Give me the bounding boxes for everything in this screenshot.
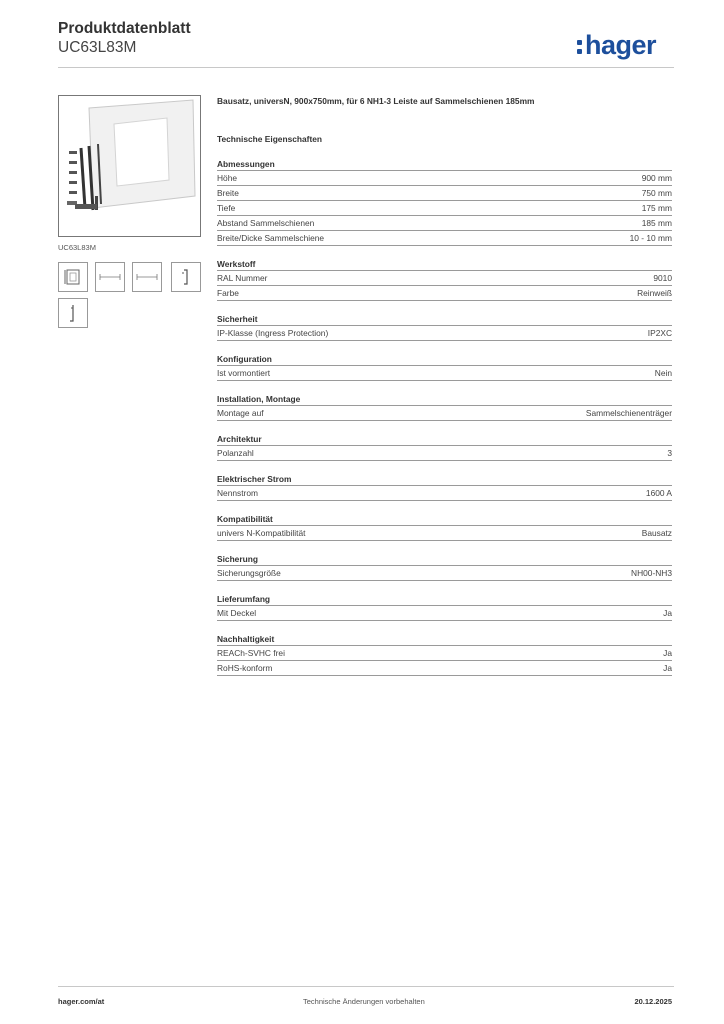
property-group <box>217 473 672 501</box>
property-row <box>217 486 672 501</box>
property-label: RoHS-konform <box>217 663 273 673</box>
footer-date: 20.12.2025 <box>634 997 672 1006</box>
property-row <box>217 326 672 341</box>
property-label: Nennstrom <box>217 488 258 498</box>
property-value: 9010 <box>653 273 672 283</box>
property-value: Sammelschienenträger <box>585 408 672 418</box>
document-title: Produktdatenblatt <box>58 20 191 37</box>
group-title: Lieferumfang <box>217 593 672 606</box>
property-value: 3 <box>667 448 672 458</box>
thumbnail-5[interactable] <box>58 298 88 328</box>
header-divider <box>58 67 674 68</box>
product-code: UC63L83M <box>58 39 137 56</box>
logo-text: hager <box>584 30 656 60</box>
property-group <box>217 553 672 581</box>
property-value: 900 mm <box>641 173 672 183</box>
image-caption: UC63L83M <box>58 243 96 252</box>
property-row <box>217 201 672 216</box>
property-row <box>217 216 672 231</box>
group-title: Sicherung <box>217 553 672 566</box>
property-value: Bausatz <box>641 528 672 538</box>
group-title: Kompatibilität <box>217 513 672 526</box>
thumbnail-4[interactable] <box>171 262 201 292</box>
property-row <box>217 446 672 461</box>
property-row <box>217 271 672 286</box>
hager-logo <box>577 32 656 59</box>
product-description: Bausatz, universN, 900x750mm, für 6 NH1-3 Leiste auf Sammelschienen 185mm <box>217 96 535 106</box>
property-value: Reinweiß <box>637 288 672 298</box>
property-label: Breite <box>217 188 239 198</box>
property-label: Ist vormontiert <box>217 368 271 378</box>
property-row <box>217 286 672 301</box>
property-row <box>217 231 672 246</box>
group-title: Elektrischer Strom <box>217 473 672 486</box>
property-value: NH00-NH3 <box>631 568 672 578</box>
property-label: Mit Deckel <box>217 608 257 618</box>
property-label: REACh-SVHC frei <box>217 648 285 658</box>
property-value: Ja <box>663 608 672 618</box>
property-group <box>217 158 672 246</box>
property-label: Breite/Dicke Sammelschiene <box>217 233 325 243</box>
footer-divider <box>58 986 674 987</box>
property-row <box>217 366 672 381</box>
property-label: IP-Klasse (Ingress Protection) <box>217 328 329 338</box>
section-title: Technische Eigenschaften <box>217 134 323 144</box>
property-value: 175 mm <box>641 203 672 213</box>
technical-data <box>217 95 672 676</box>
logo-dots-icon <box>577 38 582 56</box>
product-image <box>58 95 201 237</box>
panel-icon <box>59 263 87 291</box>
property-label: Abstand Sammelschienen <box>217 218 315 228</box>
group-title: Nachhaltigkeit <box>217 633 672 646</box>
property-label: Farbe <box>217 288 239 298</box>
rail-bracket-icon <box>172 263 200 291</box>
property-row <box>217 526 672 541</box>
property-row <box>217 171 672 186</box>
bar-dimension-icon <box>96 263 124 291</box>
group-title: Installation, Montage <box>217 393 672 406</box>
property-label: Montage auf <box>217 408 264 418</box>
property-label: univers N-Kompatibilität <box>217 528 306 538</box>
property-label: Tiefe <box>217 203 236 213</box>
property-group <box>217 393 672 421</box>
thumbnail-1[interactable] <box>58 262 88 292</box>
property-row <box>217 661 672 676</box>
document-footer <box>58 997 674 1011</box>
property-label: Höhe <box>217 173 238 183</box>
property-label: RAL Nummer <box>217 273 268 283</box>
property-group <box>217 258 672 301</box>
property-label: Polanzahl <box>217 448 254 458</box>
kit-panel-with-bars-image <box>59 96 200 236</box>
bar-dimension-icon <box>133 263 161 291</box>
property-groups <box>217 158 672 676</box>
property-value: Ja <box>663 648 672 658</box>
property-row <box>217 566 672 581</box>
property-group <box>217 353 672 381</box>
property-label: Sicherungsgröße <box>217 568 281 578</box>
property-group <box>217 433 672 461</box>
property-value: 10 - 10 mm <box>629 233 672 243</box>
property-group <box>217 593 672 621</box>
property-value: 1600 A <box>645 488 672 498</box>
thumbnail-2[interactable] <box>95 262 125 292</box>
property-value: 750 mm <box>641 188 672 198</box>
property-row <box>217 406 672 421</box>
property-row <box>217 646 672 661</box>
rail-bracket-icon <box>59 299 87 327</box>
property-row <box>217 186 672 201</box>
group-title: Architektur <box>217 433 672 446</box>
property-value: 185 mm <box>641 218 672 228</box>
property-value: Nein <box>654 368 672 378</box>
group-title: Sicherheit <box>217 313 672 326</box>
property-value: IP2XC <box>647 328 672 338</box>
group-title: Konfiguration <box>217 353 672 366</box>
footer-notice: Technische Änderungen vorbehalten <box>303 997 425 1006</box>
property-group <box>217 513 672 541</box>
group-title: Werkstoff <box>217 258 672 271</box>
property-row <box>217 606 672 621</box>
document-header <box>58 20 674 68</box>
property-group <box>217 313 672 341</box>
property-value: Ja <box>663 663 672 673</box>
thumbnail-3[interactable] <box>132 262 162 292</box>
footer-website[interactable]: hager.com/at <box>58 997 105 1006</box>
property-group <box>217 633 672 676</box>
group-title: Abmessungen <box>217 158 672 171</box>
